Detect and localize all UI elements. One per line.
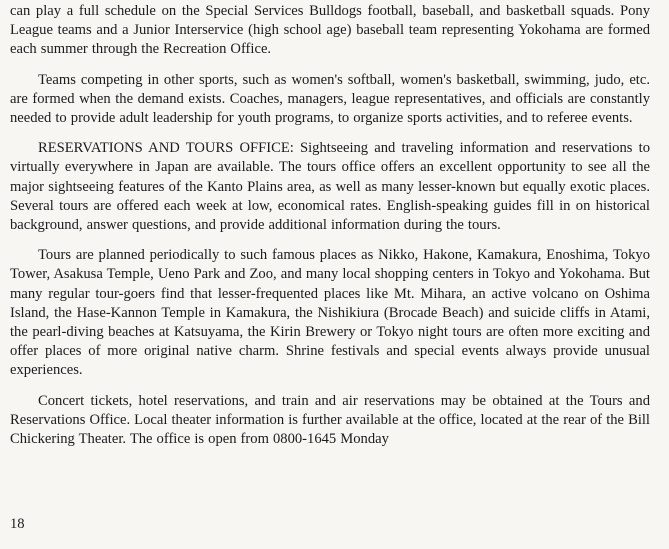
paragraph-concert-tickets: Concert tickets, hotel reservations, and train and air reservations may be obtained at the Tours and Reservations Office. Local theater information is further available at the office, located at the rear of the Bill Chickering Theater. The office is open from 0800-1645 Monday — [10, 392, 650, 448]
paragraph-tours-planned: Tours are planned periodically to such famous places as Nikko, Hakone, Kamakura, Enoshima, Tokyo Tower, Asakusa Temple, Ueno Park and Zoo, and many local shopping centers in Tokyo and Yokohama. But many regular tour-goers find that lesser-frequented places like Mt. Mihara, an active volcano on Oshima Island, the Hase-Kannon Temple in Kamakura, the Nishikiura (Brocade Beach) and suicide cliffs in Atami, the pearl-diving beaches at Katsuyama, the Kirin Brewery or Tokyo night tours are often more exciting and offer places of more original native charm. Shrine festivals and special events always provide unusual experiences. — [10, 247, 650, 379]
paragraph-reservations-tours-office: RESERVATIONS AND TOURS OFFICE: Sightseeing and traveling information and reservations to virtually everywhere in Japan are available. The tours office offers an excellent opportunity to see all the major sightseeing features of the Kanto Plains area, as well as many lesser-known but equally exotic places. Several tours are offered each week at low, economical rates. English-speaking guides fill in on historical background, answer questions, and provide additional information during the tours. — [10, 140, 650, 234]
document-page — [10, 2, 650, 460]
paragraph-sports-squads: can play a full schedule on the Special Services Bulldogs football, baseball, and basketball squads. Pony League teams and a Junior Interservice (high school age) baseball team representing Yokohama are formed each summer through the Recreation Office. — [10, 3, 650, 58]
paragraph-teams-competing: Teams competing in other sports, such as women's softball, women's basketball, swimming, judo, etc. are formed when the demand exists. Coaches, managers, league representatives, and officials are constantly needed to provide adult leadership for youth programs, to organize sports activities, and to referee events. — [10, 71, 650, 127]
page-number: 18 — [10, 516, 25, 532]
